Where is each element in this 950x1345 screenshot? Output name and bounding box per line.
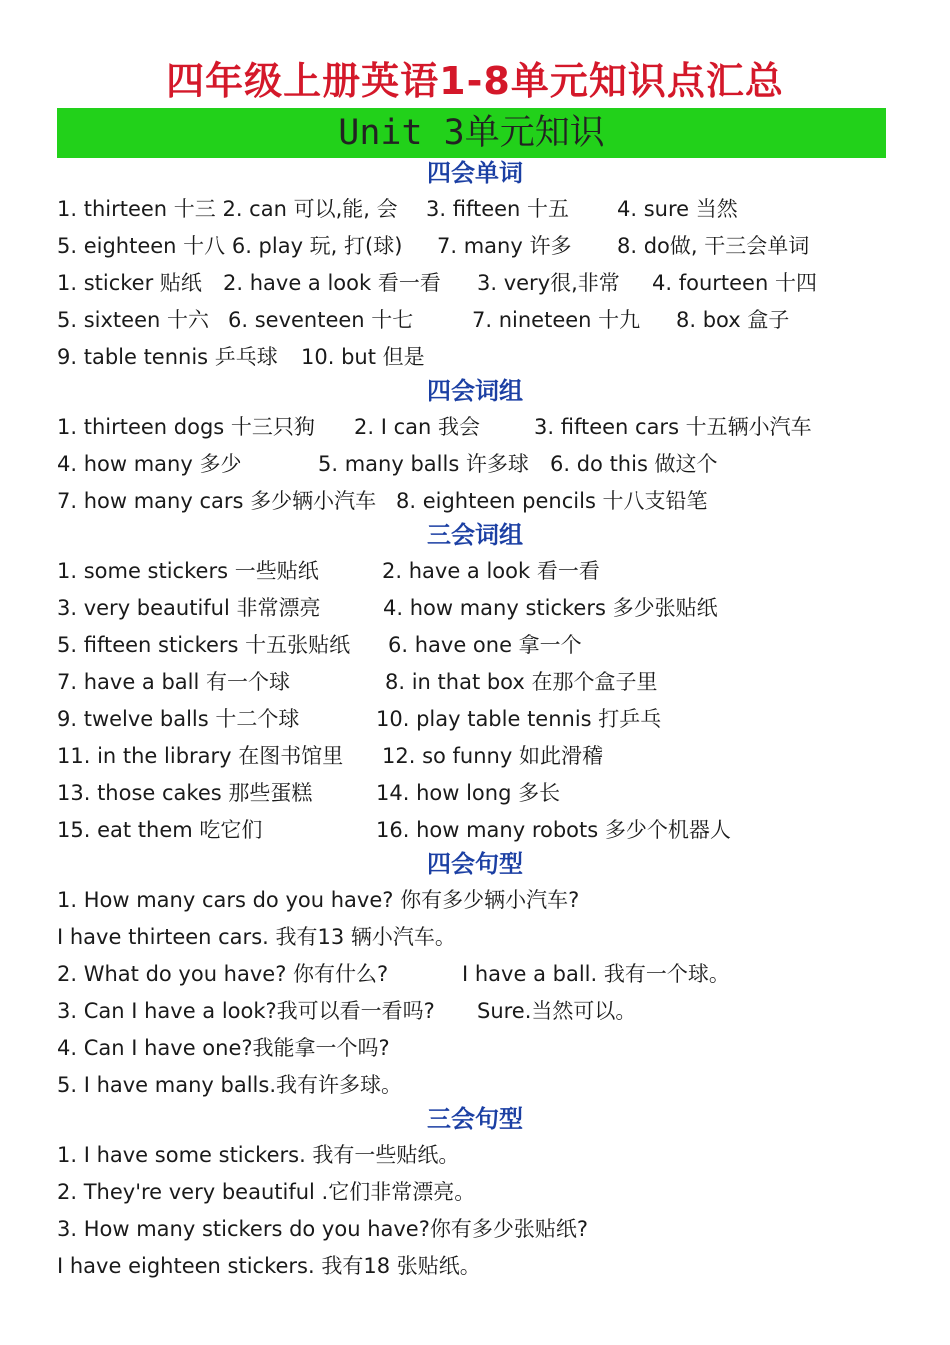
- list-item: 3. fifteen 十五: [426, 197, 570, 221]
- sentences3-row-4: [0, 1248, 950, 1284]
- list-item: 10. play table tennis 打乒乓: [376, 707, 662, 731]
- list-item: 3. How many stickers do you have?你有多少张贴纸?: [57, 1217, 589, 1241]
- list-item: Sure.当然可以。: [477, 999, 637, 1023]
- list-item: 8. box 盒子: [676, 308, 790, 332]
- list-item: 15. eat them 吃它们: [57, 818, 263, 842]
- list-item: 1. thirteen dogs 十三只狗: [57, 415, 315, 439]
- list-item: 1. I have some stickers. 我有一些贴纸。: [57, 1143, 460, 1167]
- phrases4-row-1: [0, 409, 950, 445]
- list-item: 3. very beautiful 非常漂亮: [57, 596, 321, 620]
- section-heading-sentences-3: 三会句型: [427, 1105, 523, 1133]
- list-item: 8. in that box 在那个盒子里: [385, 670, 658, 694]
- list-item: 1. some stickers 一些贴纸: [57, 559, 319, 583]
- phrases4-row-3: [0, 483, 950, 519]
- list-item: 10. but 但是: [301, 345, 425, 369]
- sentences4-row-6: [0, 1067, 950, 1103]
- section-heading-sentences-4: 四会句型: [427, 850, 523, 878]
- list-item: 2. I can 我会: [354, 415, 480, 439]
- list-item: 12. so funny 如此滑稽: [382, 744, 603, 768]
- page-title: 四年级上册英语1-8单元知识点汇总: [166, 59, 784, 103]
- list-item: 9. twelve balls 十二个球: [57, 707, 300, 731]
- list-item: 8. do做, 干三会单词: [617, 234, 810, 258]
- phrases3-row-8: [0, 812, 950, 848]
- list-item: 6. have one 拿一个: [388, 633, 582, 657]
- list-item: 6. do this 做这个: [550, 452, 718, 476]
- sentences4-row-1: [0, 882, 950, 918]
- list-item: 16. how many robots 多少个机器人: [376, 818, 731, 842]
- sentences4-row-5: [0, 1030, 950, 1066]
- sentences3-row-3: [0, 1211, 950, 1247]
- phrases3-row-1: [0, 553, 950, 589]
- list-item: 7. how many cars 多少辆小汽车: [57, 489, 377, 513]
- words4-row-1: [0, 191, 950, 227]
- list-item: 1. How many cars do you have? 你有多少辆小汽车?: [57, 888, 580, 912]
- list-item: 4. Can I have one?我能拿一个吗?: [57, 1036, 390, 1060]
- list-item: 3. very很,非常: [477, 271, 620, 295]
- list-item: 3. Can I have a look?我可以看一看吗?: [57, 999, 435, 1023]
- list-item: 8. eighteen pencils 十八支铅笔: [396, 489, 708, 513]
- list-item: 5. many balls 许多球: [318, 452, 529, 476]
- list-item: 9. table tennis 乒乓球: [57, 345, 278, 369]
- list-item: 4. fourteen 十四: [652, 271, 817, 295]
- list-item: 4. sure 当然: [617, 197, 738, 221]
- list-item: 1. sticker 贴纸: [57, 271, 202, 295]
- phrases3-row-2: [0, 590, 950, 626]
- list-item: 3. fifteen cars 十五辆小汽车: [534, 415, 812, 439]
- phrases3-row-3: [0, 627, 950, 663]
- phrases3-row-5: [0, 701, 950, 737]
- list-item: 6. seventeen 十七: [228, 308, 414, 332]
- list-item: 7. nineteen 十九: [472, 308, 641, 332]
- list-item: 2. What do you have? 你有什么?: [57, 962, 389, 986]
- list-item: 1. thirteen 十三 2. can 可以,能, 会: [57, 197, 398, 221]
- list-item: I have a ball. 我有一个球。: [462, 962, 730, 986]
- words4-row-2: [0, 228, 950, 264]
- list-item: 7. many 许多: [437, 234, 572, 258]
- sentences3-row-1: [0, 1137, 950, 1173]
- words4-row-3: [0, 265, 950, 301]
- list-item: 13. those cakes 那些蛋糕: [57, 781, 313, 805]
- list-item: 5. fifteen stickers 十五张贴纸: [57, 633, 351, 657]
- list-item: 7. have a ball 有一个球: [57, 670, 290, 694]
- list-item: 11. in the library 在图书馆里: [57, 744, 344, 768]
- phrases3-row-6: [0, 738, 950, 774]
- list-item: I have thirteen cars. 我有13 辆小汽车。: [57, 925, 456, 949]
- phrases4-row-2: [0, 446, 950, 482]
- unit-banner: Unit 3单元知识: [57, 108, 886, 158]
- sentences4-row-2: [0, 919, 950, 955]
- list-item: I have eighteen stickers. 我有18 张贴纸。: [57, 1254, 481, 1278]
- words4-row-5: [0, 339, 950, 375]
- list-item: 2. They're very beautiful .它们非常漂亮。: [57, 1180, 476, 1204]
- section-heading-words-4: 四会单词: [427, 159, 523, 187]
- list-item: 2. have a look 看一看: [382, 559, 600, 583]
- list-item: 5. sixteen 十六: [57, 308, 209, 332]
- list-item: 2. have a look 看一看: [223, 271, 441, 295]
- sentences4-row-3: [0, 956, 950, 992]
- phrases3-row-4: [0, 664, 950, 700]
- words4-row-4: [0, 302, 950, 338]
- list-item: 5. I have many balls.我有许多球。: [57, 1073, 403, 1097]
- section-heading-phrases-4: 四会词组: [427, 377, 523, 405]
- list-item: 5. eighteen 十八 6. play 玩, 打(球): [57, 234, 403, 258]
- list-item: 14. how long 多长: [376, 781, 561, 805]
- sentences3-row-2: [0, 1174, 950, 1210]
- sentences4-row-4: [0, 993, 950, 1029]
- list-item: 4. how many stickers 多少张贴纸: [383, 596, 718, 620]
- phrases3-row-7: [0, 775, 950, 811]
- list-item: 4. how many 多少: [57, 452, 242, 476]
- section-heading-phrases-3: 三会词组: [427, 521, 523, 549]
